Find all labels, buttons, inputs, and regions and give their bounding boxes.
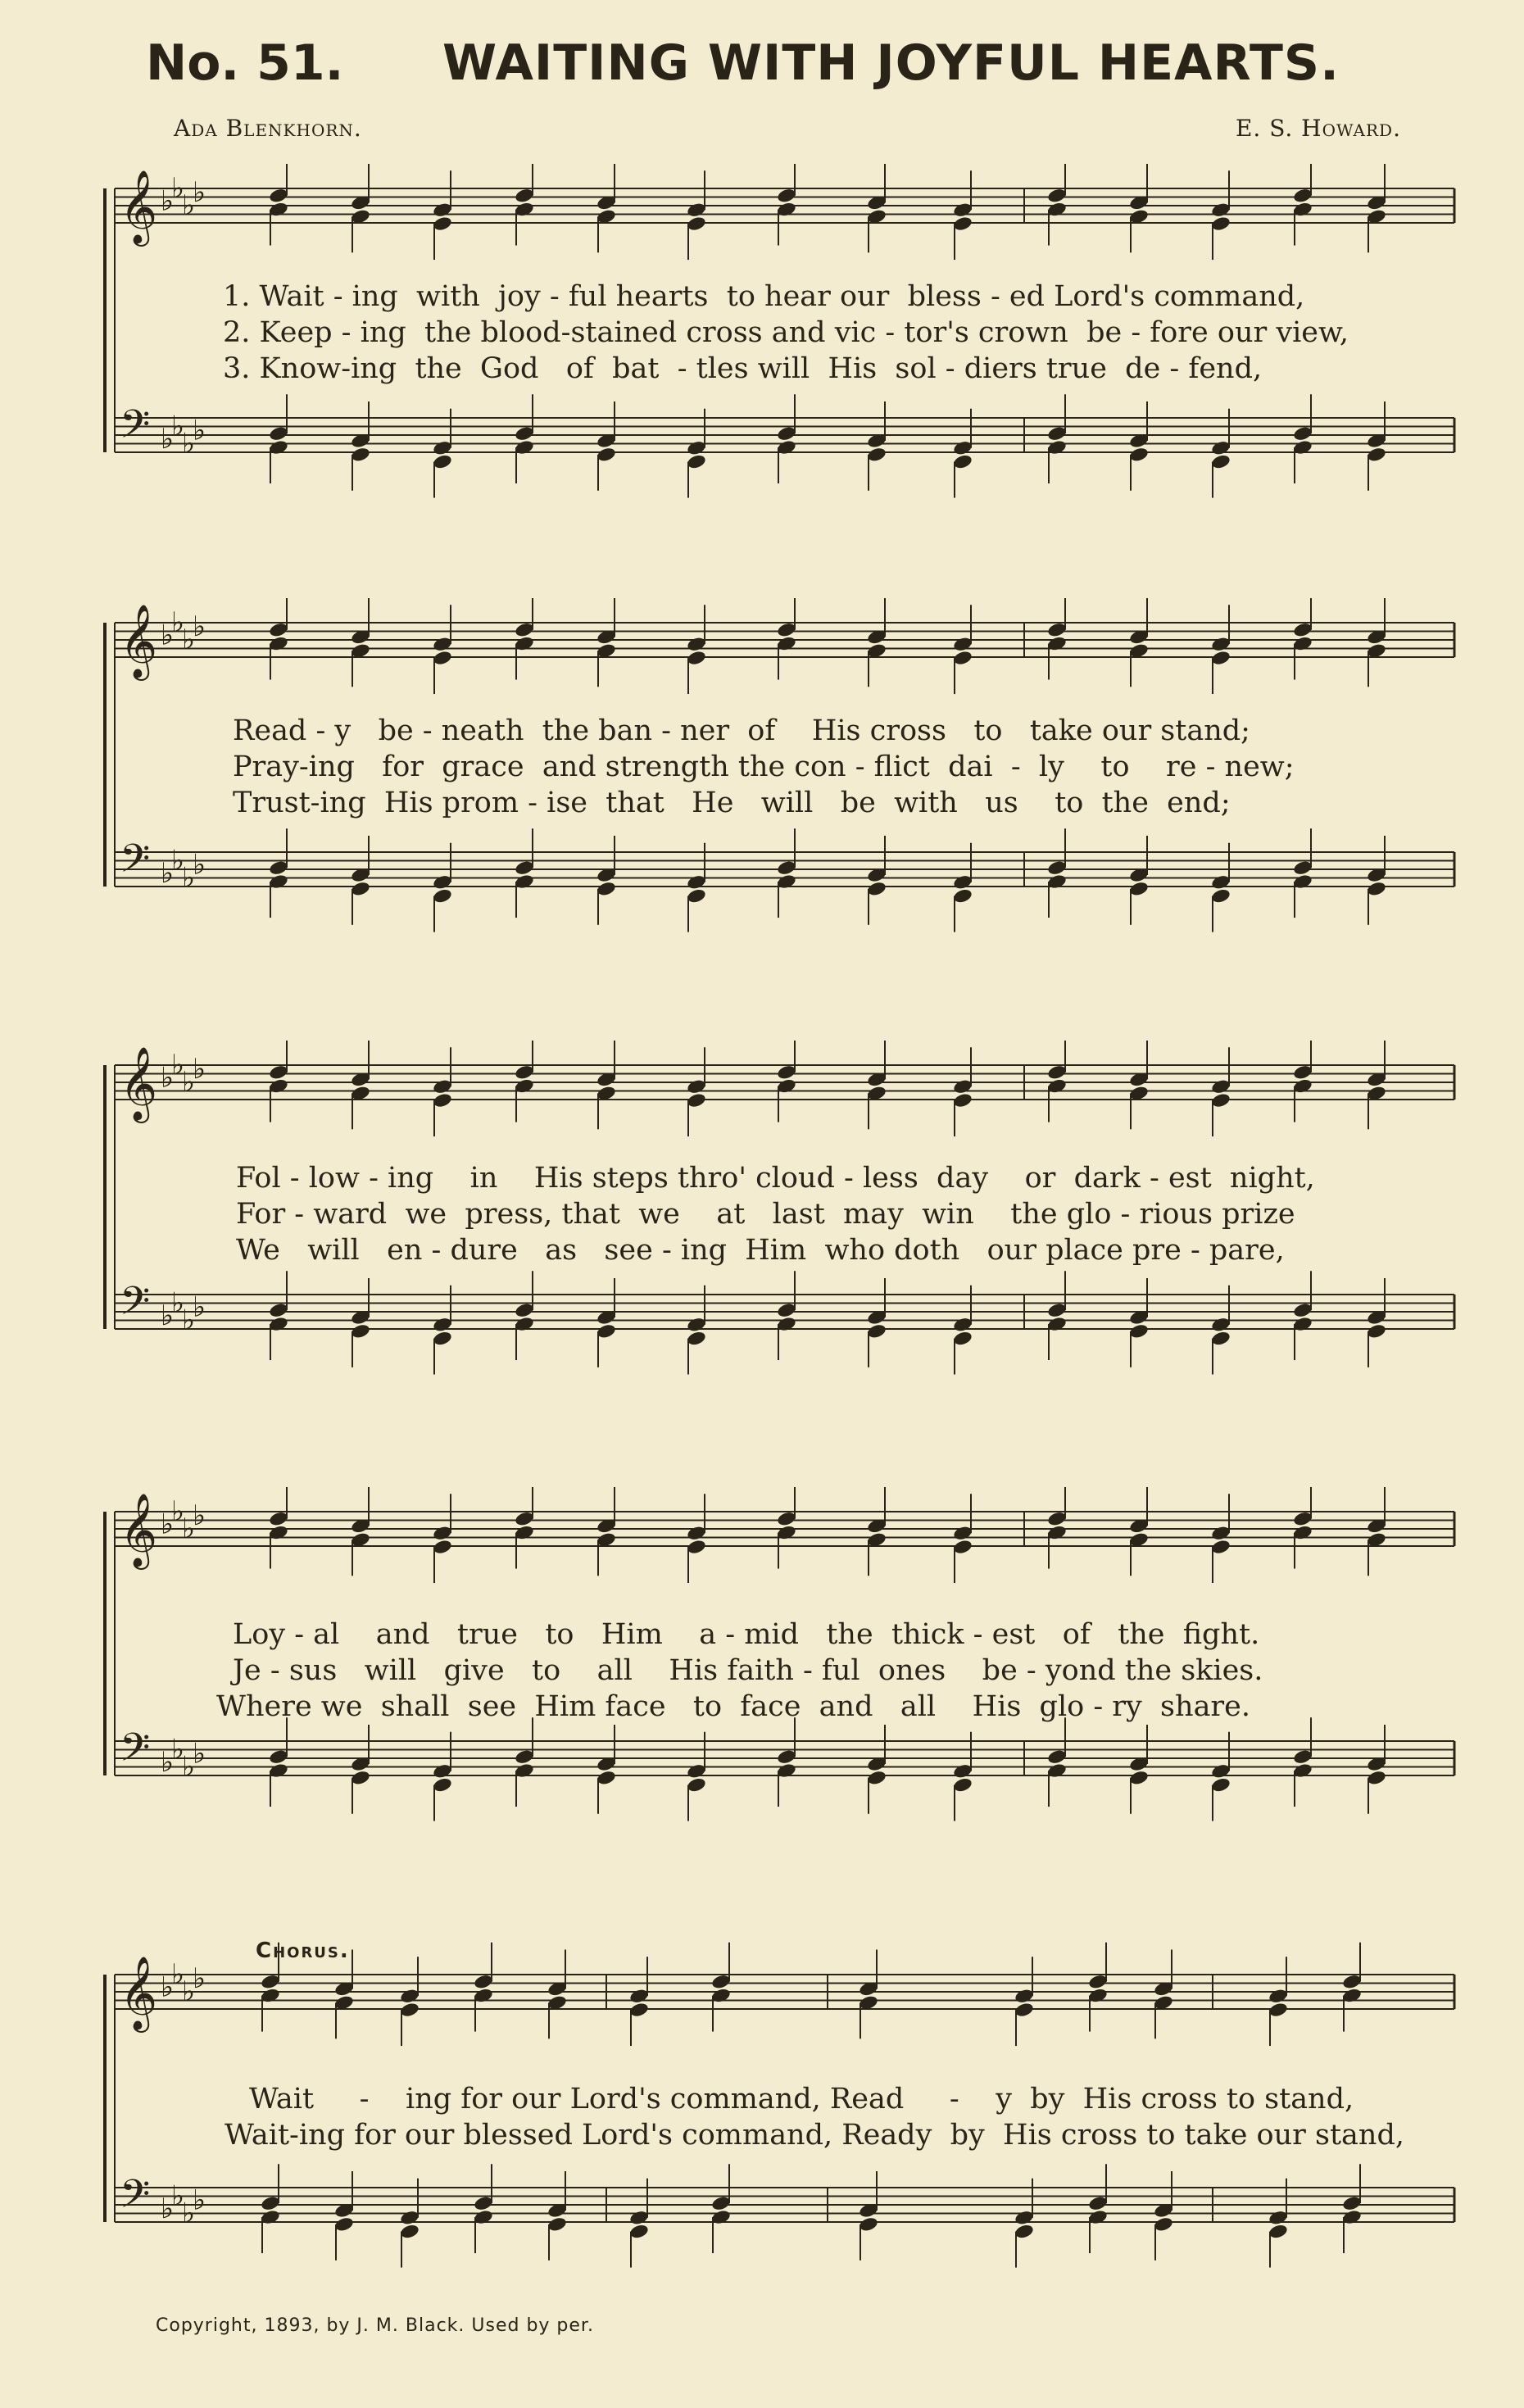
note-head	[1268, 2223, 1288, 2240]
note-head	[260, 2195, 280, 2212]
bass-clef-icon: 𝄢	[120, 1724, 151, 1780]
note-head	[1210, 1092, 1231, 1109]
note-head	[1292, 635, 1313, 652]
flat-icon: ♭	[161, 1508, 175, 1541]
note-head	[473, 1973, 493, 1990]
note-head	[432, 1092, 452, 1109]
note-head	[1210, 873, 1231, 891]
flat-icon: ♭	[182, 1304, 196, 1337]
note-head	[1292, 621, 1313, 638]
note-head	[776, 1748, 796, 1766]
note-head	[686, 650, 706, 667]
note-head	[776, 1302, 796, 1319]
note-head	[432, 1539, 452, 1556]
lyric-line-verse-2: For - ward we press, that we at last may win the glo - rious prize	[236, 1198, 1295, 1231]
note-head	[686, 1539, 706, 1556]
note-head	[1341, 1987, 1362, 2004]
note-head	[268, 1063, 288, 1081]
flat-icon: ♭	[171, 1733, 185, 1766]
note-head	[268, 873, 288, 891]
chorus-label: Chorus.	[256, 1939, 350, 1963]
flat-icon: ♭	[171, 1494, 185, 1528]
note-head	[952, 1525, 973, 1542]
note-head	[1128, 446, 1149, 463]
flat-icon: ♭	[161, 1970, 175, 2004]
note-head	[432, 1525, 452, 1542]
note-head	[1046, 873, 1067, 891]
note-head	[1128, 1322, 1149, 1340]
note-head	[268, 1762, 288, 1780]
note-head	[432, 1330, 452, 1347]
note-head	[268, 635, 288, 652]
note-head	[686, 1762, 706, 1780]
note-head	[1292, 425, 1313, 442]
flat-icon: ♭	[171, 410, 185, 443]
note-head	[333, 2215, 354, 2233]
note-head	[432, 636, 452, 653]
lyric-line-chorus-1: Wait - ing for our Lord's command, Read - y by His cross to stand,	[249, 2083, 1354, 2116]
note-head	[1210, 1330, 1231, 1347]
note-head	[514, 201, 534, 218]
note-head	[514, 1063, 534, 1081]
note-head	[268, 1077, 288, 1095]
bass-clef-icon: 𝄢	[120, 401, 151, 457]
note-head	[866, 446, 887, 463]
note-head	[432, 1776, 452, 1794]
flat-icon: ♭	[193, 1499, 206, 1532]
lyric-line-verse-1: Read - y be - neath the ban - ner of His cross to take our stand;	[233, 714, 1250, 747]
flat-icon: ♭	[171, 605, 185, 639]
note-head	[686, 873, 706, 891]
note-head	[1210, 636, 1231, 653]
flat-icon: ♭	[161, 1746, 175, 1779]
note-head	[952, 1762, 973, 1780]
note-head	[350, 446, 370, 463]
flat-icon: ♭	[161, 1061, 175, 1095]
note-head	[1268, 2209, 1288, 2226]
note-head	[350, 880, 370, 897]
flat-icon: ♭	[182, 1975, 196, 2008]
note-head	[268, 425, 288, 442]
note-head	[1292, 873, 1313, 891]
note-head	[547, 2215, 567, 2233]
flat-icon: ♭	[182, 2197, 196, 2230]
note-head	[1087, 2209, 1108, 2226]
note-head	[514, 1316, 534, 1333]
note-head	[1366, 446, 1386, 463]
note-head	[710, 2195, 731, 2212]
bass-clef-icon: 𝄢	[120, 2170, 151, 2227]
note-head	[1046, 859, 1067, 877]
flat-icon: ♭	[193, 414, 206, 447]
flat-icon: ♭	[193, 1737, 206, 1771]
music-system-1	[0, 164, 1524, 516]
note-head	[686, 1776, 706, 1794]
flat-icon: ♭	[182, 1065, 196, 1099]
note-head	[686, 1330, 706, 1347]
note-head	[628, 2223, 649, 2240]
note-head	[1046, 201, 1067, 218]
flat-icon: ♭	[193, 2184, 206, 2217]
lyric-line-chorus-2: Wait-ing for our blessed Lord's command, Ready by His cross to take our stand,	[225, 2119, 1404, 2152]
flat-icon: ♭	[182, 1512, 196, 1545]
note-head	[952, 650, 973, 667]
note-head	[1210, 650, 1231, 667]
note-head	[1128, 1769, 1149, 1786]
note-head	[866, 1322, 887, 1340]
flat-icon: ♭	[182, 861, 196, 895]
note-head	[952, 215, 973, 233]
note-head	[776, 873, 796, 891]
flat-icon: ♭	[161, 184, 175, 218]
note-head	[596, 1769, 616, 1786]
flat-icon: ♭	[161, 423, 175, 456]
note-head	[514, 1302, 534, 1319]
lyric-line-verse-3: Trust-ing His prom - ise that He will be with us to the end;	[233, 787, 1231, 819]
treble-clef-icon: 𝄞	[120, 604, 158, 678]
note-head	[952, 887, 973, 905]
note-head	[1087, 2195, 1108, 2212]
note-head	[399, 2223, 420, 2240]
flat-icon: ♭	[193, 1962, 206, 1995]
flat-icon: ♭	[182, 1750, 196, 1784]
note-head	[1210, 1316, 1231, 1333]
note-head	[628, 1988, 649, 2005]
note-head	[952, 636, 973, 653]
note-head	[1014, 2002, 1034, 2019]
note-head	[1210, 202, 1231, 219]
note-head	[1292, 1748, 1313, 1766]
music-system-3	[0, 1041, 1524, 1393]
note-head	[686, 439, 706, 456]
note-head	[710, 1973, 731, 1990]
note-head	[952, 1776, 973, 1794]
note-head	[952, 439, 973, 456]
note-head	[858, 2215, 878, 2233]
note-head	[686, 636, 706, 653]
note-head	[866, 1769, 887, 1786]
note-head	[514, 859, 534, 877]
note-head	[432, 1316, 452, 1333]
composer-credit: E. S. Howard.	[1235, 115, 1401, 142]
note-head	[952, 202, 973, 219]
note-head	[1210, 453, 1231, 470]
note-head	[473, 2209, 493, 2226]
lyric-line-verse-1: 1. Wait - ing with joy - ful hearts to hear our bless - ed Lord's command,	[223, 280, 1305, 313]
note-head	[350, 1322, 370, 1340]
note-head	[432, 215, 452, 233]
note-head	[268, 1316, 288, 1333]
treble-clef-icon: 𝄞	[120, 1493, 158, 1567]
flat-icon: ♭	[182, 623, 196, 656]
note-head	[686, 1316, 706, 1333]
note-head	[1366, 1769, 1386, 1786]
note-head	[268, 1524, 288, 1541]
note-head	[866, 880, 887, 897]
note-head	[686, 1092, 706, 1109]
note-head	[1210, 1525, 1231, 1542]
lyric-line-verse-1: Loy - al and true to Him a - mid the thick - est of the fight.	[233, 1618, 1260, 1651]
note-head	[686, 887, 706, 905]
note-head	[776, 425, 796, 442]
music-system-4	[0, 1487, 1524, 1839]
note-head	[1292, 1762, 1313, 1780]
note-head	[1292, 1077, 1313, 1095]
note-head	[776, 1762, 796, 1780]
lyric-line-verse-3: We will en - dure as see - ing Him who doth our place pre - pare,	[236, 1234, 1285, 1267]
lyric-line-verse-1: Fol - low - ing in His steps thro' cloud - less day or dark - est night,	[236, 1162, 1315, 1195]
flat-icon: ♭	[171, 1957, 185, 1991]
note-head	[432, 1078, 452, 1095]
note-head	[1014, 2209, 1034, 2226]
note-head	[952, 1092, 973, 1109]
note-head	[776, 1077, 796, 1095]
note-head	[268, 1748, 288, 1766]
author-credit: Ada Blenkhorn.	[174, 115, 362, 142]
note-head	[1341, 1973, 1362, 1990]
note-head	[514, 1748, 534, 1766]
note-head	[1292, 187, 1313, 204]
note-head	[514, 873, 534, 891]
note-head	[952, 1316, 973, 1333]
note-head	[776, 1316, 796, 1333]
treble-clef-icon: 𝄞	[120, 1046, 158, 1121]
note-head	[268, 187, 288, 204]
flat-icon: ♭	[161, 2193, 175, 2225]
note-head	[1210, 1776, 1231, 1794]
flat-icon: ♭	[161, 857, 175, 890]
note-head	[268, 1510, 288, 1527]
note-head	[1046, 187, 1067, 204]
bass-clef-icon: 𝄢	[120, 835, 151, 891]
note-head	[1153, 2215, 1173, 2233]
note-head	[260, 1987, 280, 2004]
note-head	[596, 446, 616, 463]
note-head	[1292, 1510, 1313, 1527]
note-head	[776, 859, 796, 877]
note-head	[514, 425, 534, 442]
note-head	[268, 859, 288, 877]
note-head	[399, 1988, 420, 2005]
bass-clef-icon: 𝄢	[120, 1277, 151, 1334]
note-head	[268, 201, 288, 218]
flat-icon: ♭	[161, 1299, 175, 1332]
note-head	[514, 1077, 534, 1095]
note-head	[432, 887, 452, 905]
note-head	[1210, 1078, 1231, 1095]
note-head	[776, 201, 796, 218]
note-head	[1292, 201, 1313, 218]
treble-clef-icon: 𝄞	[120, 1956, 158, 2030]
note-head	[952, 1078, 973, 1095]
note-head	[1128, 880, 1149, 897]
note-head	[432, 650, 452, 667]
note-head	[686, 202, 706, 219]
lyric-line-verse-2: Je - sus will give to all His faith - ful ones be - yond the skies.	[233, 1654, 1263, 1687]
note-head	[1292, 439, 1313, 456]
note-head	[514, 1510, 534, 1527]
note-head	[1292, 1302, 1313, 1319]
note-head	[514, 1524, 534, 1541]
flat-icon: ♭	[171, 1048, 185, 1082]
note-head	[1292, 1316, 1313, 1333]
lyric-line-verse-3: 3. Know-ing the God of bat - tles will His sol - diers true de - fend,	[223, 352, 1263, 385]
note-head	[952, 873, 973, 891]
note-head	[776, 1063, 796, 1081]
note-head	[1268, 1988, 1288, 2005]
note-head	[514, 635, 534, 652]
flat-icon: ♭	[171, 2179, 185, 2213]
note-head	[1046, 1302, 1067, 1319]
note-head	[1087, 1987, 1108, 2004]
note-head	[1210, 215, 1231, 233]
note-head	[710, 1987, 731, 2004]
note-head	[952, 1539, 973, 1556]
flat-icon: ♭	[193, 848, 206, 882]
flat-icon: ♭	[182, 427, 196, 460]
note-head	[432, 453, 452, 470]
note-head	[432, 873, 452, 891]
flat-icon: ♭	[193, 610, 206, 643]
note-head	[473, 2195, 493, 2212]
hymn-title: WAITING WITH JOYFUL HEARTS.	[442, 34, 1340, 92]
note-head	[1046, 1063, 1067, 1081]
flat-icon: ♭	[171, 171, 185, 205]
note-head	[1292, 1524, 1313, 1541]
flat-icon: ♭	[171, 1286, 185, 1320]
hymn-number: No. 51.	[146, 34, 344, 92]
note-head	[1087, 1973, 1108, 1990]
note-head	[432, 1762, 452, 1780]
note-head	[514, 621, 534, 638]
flat-icon: ♭	[193, 1290, 206, 1324]
note-head	[1292, 1063, 1313, 1081]
music-system-chorus	[0, 1925, 1524, 2286]
note-head	[260, 2209, 280, 2226]
note-head	[399, 2209, 420, 2226]
note-head	[1046, 1316, 1067, 1333]
note-head	[1014, 1988, 1034, 2005]
flat-icon: ♭	[182, 188, 196, 222]
lyric-line-verse-2: Pray-ing for grace and strength the con - flict dai - ly to re - new;	[233, 751, 1295, 783]
flat-icon: ♭	[171, 844, 185, 877]
note-head	[432, 202, 452, 219]
note-head	[1210, 887, 1231, 905]
note-head	[473, 1987, 493, 2004]
note-head	[628, 2209, 649, 2226]
note-head	[514, 187, 534, 204]
note-head	[260, 1973, 280, 1990]
note-head	[1046, 425, 1067, 442]
note-head	[628, 2002, 649, 2019]
note-head	[1046, 1510, 1067, 1527]
note-head	[350, 1769, 370, 1786]
note-head	[1046, 1524, 1067, 1541]
note-head	[1046, 1077, 1067, 1095]
note-head	[268, 1302, 288, 1319]
note-head	[514, 1762, 534, 1780]
note-head	[686, 453, 706, 470]
note-head	[1268, 2002, 1288, 2019]
note-head	[268, 439, 288, 456]
note-head	[514, 439, 534, 456]
lyric-line-verse-3: Where we shall see Him face to face and all His glo - ry share.	[216, 1690, 1250, 1723]
note-head	[776, 635, 796, 652]
flat-icon: ♭	[193, 176, 206, 209]
note-head	[952, 453, 973, 470]
note-head	[776, 187, 796, 204]
music-system-2	[0, 598, 1524, 950]
note-head	[776, 1524, 796, 1541]
note-head	[776, 621, 796, 638]
note-head	[1014, 2223, 1034, 2240]
note-head	[1046, 621, 1067, 638]
note-head	[776, 439, 796, 456]
note-head	[1046, 635, 1067, 652]
note-head	[1210, 439, 1231, 456]
note-head	[1341, 2209, 1362, 2226]
note-head	[776, 1510, 796, 1527]
note-head	[1341, 2195, 1362, 2212]
note-head	[952, 1330, 973, 1347]
note-head	[1046, 1762, 1067, 1780]
note-head	[710, 2209, 731, 2226]
note-head	[686, 1078, 706, 1095]
note-head	[1046, 439, 1067, 456]
note-head	[686, 1525, 706, 1542]
note-head	[1292, 859, 1313, 877]
note-head	[1366, 880, 1386, 897]
note-head	[1366, 1322, 1386, 1340]
treble-clef-icon: 𝄞	[120, 170, 158, 244]
note-head	[268, 621, 288, 638]
copyright-notice: Copyright, 1893, by J. M. Black. Used by per.	[156, 2315, 594, 2336]
note-head	[686, 215, 706, 233]
note-head	[596, 1322, 616, 1340]
note-head	[1210, 1539, 1231, 1556]
flat-icon: ♭	[161, 619, 175, 652]
note-head	[1046, 1748, 1067, 1766]
note-head	[432, 439, 452, 456]
note-head	[596, 880, 616, 897]
note-head	[1210, 1762, 1231, 1780]
note-head	[399, 2002, 420, 2019]
flat-icon: ♭	[193, 1053, 206, 1086]
lyric-line-verse-2: 2. Keep - ing the blood-stained cross and vic - tor's crown be - fore our view,	[223, 316, 1349, 349]
